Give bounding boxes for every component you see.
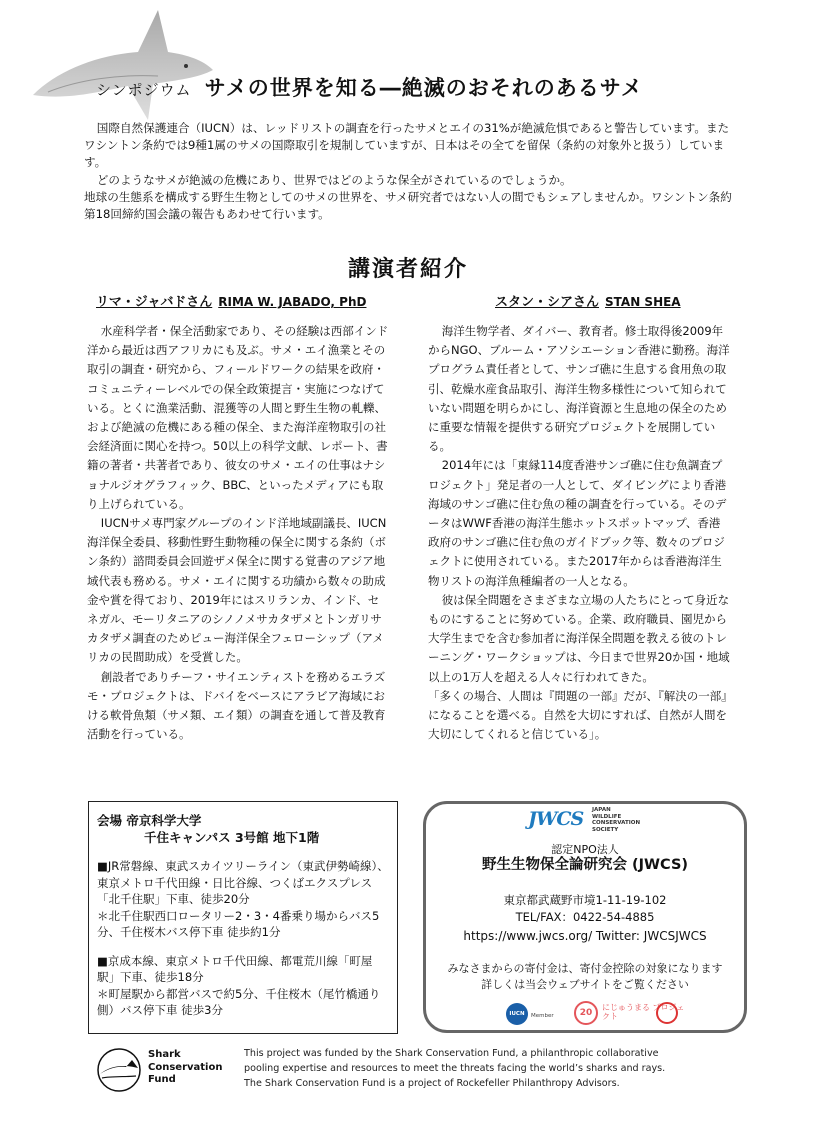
- funding-line: This project was funded by the Shark Conservation Fund, a philanthropic collaborative: [244, 1048, 659, 1059]
- symposium-label: シンポジウム: [96, 81, 192, 99]
- donation-note-detail: 詳しくは当会ウェブサイトをご覧ください: [481, 978, 689, 991]
- speaker1-bio: [87, 322, 389, 744]
- bio-quote: 「多くの場合、人間は『問題の一部』だが、『解決の一部』になることを選べる。自然を大切にすれば、自然が人間を大切にしてくれると信じている」。: [428, 688, 727, 742]
- intro-line: 地球の生態系を構成する野生生物としてのサメの世界を、サメ研究者ではない人の間でもシェアしませんか。ワシントン条約第18回締約国会議の報告もあわせて行います。: [84, 189, 732, 222]
- bio-paragraph: IUCNサメ専門家グループのインド洋地域副議長、IUCN海洋保全委員、移動性野生動物種の保全に関する条約（ボン条約）諮問委員会回遊ザメ保全に関する覚書のアジア地域代表も務める。サメ・エイに関する功績から数々の助成金や賞を得ており、2019年にはスリランカ、インド、セネガル、モーリタニアのシノノメサカタザメとトンガリサカタザメ調査のためピュー海洋保全フェローシップ（アメリカの民間助成）を受賞した。: [87, 516, 387, 665]
- speaker2-name-en: STAN SHEA: [605, 295, 681, 309]
- header: [96, 72, 786, 102]
- intro-line: どのようなサメが絶滅の危機にあり、世界ではどのような保全がされているのでしょうか。: [96, 172, 572, 187]
- org-certified: 認定NPO法人: [551, 843, 619, 856]
- bio-paragraph: 創設者でありチーフ・サイエンティストを務めるエラズモ・プロジェクトは、ドバイをベースにアラビア海域における軟骨魚類（サメ類、エイ類）の調査を通して普及教育活動を行っている。: [87, 669, 386, 742]
- org-tel: TEL/FAX：0422-54-4885: [515, 910, 655, 924]
- partner-badges: [496, 999, 686, 1027]
- venue-access-note: ＊町屋駅から都営バスで約5分、千住桜木（尾竹橋通り側）バス停下車 徒歩3分: [97, 986, 381, 1017]
- organization-box: [423, 801, 747, 1033]
- partner-circle-icon: [656, 1002, 678, 1024]
- bio-paragraph: 水産科学者・保全活動家であり、その経験は西部インド洋から最近は西アフリカにも及ぶ。サメ・エイ漁業とその取引の調査・研究から、フィールドワークの結果を政府・コミュニティーレベルでの保全政策提言・実施につなげている。とくに漁業活動、混獲等の人間と野生生物の軋轢、および絶滅の危機にある種の保全、また海洋産物取引の社会経済面に関心を持つ。50以上の科学文献、レポート、書籍の著者・共著者であり、彼女のサメ・エイの仕事はナショナルジオグラフィック、BBC、といったメディアにも取り上げられている。: [87, 324, 389, 511]
- shark-fund-icon: [92, 1046, 146, 1094]
- venue-access-note: ＊北千住駅西口ロータリー2・3・4番乗り場からバス5分、千住桜木バス停下車 徒歩約1分: [97, 908, 380, 939]
- venue-heading: 会場 帝京科学大学: [97, 813, 202, 828]
- org-address: 東京都武蔵野市境1-11-19-102: [503, 893, 667, 907]
- nijumaru-logo-icon: 20: [574, 1001, 598, 1025]
- donation-note: みなさまからの寄付金は、寄付金控除の対象になります: [447, 962, 723, 975]
- speaker2-name-ja: スタン・シアさん: [495, 295, 600, 310]
- intro-text: [84, 120, 732, 223]
- speaker2-name: [495, 291, 681, 310]
- speaker1-name-ja: リマ・ジャバドさん: [96, 295, 213, 310]
- intro-line: 国際自然保護連合（IUCN）は、レッドリストの調査を行ったサメとエイの31%が絶滅危惧であると警告しています。またワシントン条約では9種1属のサメの国際取引を規制していますが、日本はその全てを留保（条約の対象外と扱う）しています。: [84, 121, 730, 170]
- shark-conservation-fund-logo: [92, 1046, 232, 1094]
- jwcs-logo-text: JAPAN WILDLIFE CONSERVATION SOCIETY: [592, 807, 641, 833]
- nijumaru-label: にじゅうまる プロジェクト: [602, 1003, 685, 1021]
- venue-building: 千住キャンパス 3号館 地下1階: [144, 829, 320, 845]
- funding-statement: [244, 1046, 764, 1091]
- speaker1-name: [96, 291, 366, 310]
- org-name: 野生生物保全論研究会 (JWCS): [481, 857, 689, 873]
- jwcs-logo: [528, 807, 648, 841]
- iucn-member-label: Member: [531, 1013, 554, 1019]
- venue-access: ■京成本線、東京メトロ千代田線、都電荒川線「町屋駅」下車、徒歩18分: [97, 953, 373, 984]
- speakers-heading: 講演者紹介: [347, 257, 468, 282]
- bio-paragraph: 2014年には「東縁114度香港サンゴ礁に住む魚調査プロジェクト」発足者の一人として、ダイビングにより香港海域のサンゴ礁に住む魚の種の調査を行っている。そのデータはWWF香港の海洋生態ホットスポットマップ、香港政府のサンゴ礁に住む魚のガイドブック等、数々のプロジェクトに使用されている。また2017年からは香港海洋生物リストの海洋魚種編者の一人となる。: [428, 458, 727, 588]
- venue-access: ■JR常磐線、東武スカイツリーライン（東武伊勢崎線）、東京メトロ千代田線・日比谷線、つくばエクスプレス「北千住駅」下車、徒歩20分: [97, 859, 389, 906]
- funding-line: The Shark Conservation Fund is a project of Rockefeller Philanthropy Advisors.: [244, 1078, 620, 1089]
- org-website-link[interactable]: https://www.jwcs.org/ Twitter: JWCSJWCS: [463, 929, 707, 943]
- funding-line: pooling expertise and resources to meet the threats facing the world’s sharks and rays.: [244, 1063, 666, 1074]
- speaker2-bio: [428, 322, 730, 744]
- shark-fund-logo-text: Shark Conservation Fund: [148, 1049, 223, 1085]
- jwcs-logo-mark: JWCS: [528, 808, 584, 830]
- page-title: サメの世界を知る―絶滅のおそれのあるサメ: [204, 76, 643, 100]
- bio-paragraph: 海洋生物学者、ダイバー、教育者。修士取得後2009年からNGO、ブルーム・アソシエーション香港に勤務。海洋プログラム責任者として、サンゴ礁に生息する食用魚の取引、乾燥水産食品取引、海洋生物多様性について知られていない問題を明らかにし、海洋資源と生息地の保全のために重要な情報を提供する研究プロジェクトを展開している。: [428, 324, 730, 454]
- iucn-logo-icon: IUCN: [506, 1003, 528, 1025]
- speaker1-name-en: RIMA W. JABADO, PhD: [218, 295, 367, 309]
- bio-paragraph: 彼は保全問題をさまざまな立場の人たちにとって身近なものにすることに努めている。企業、政府職員、園児から大学生までを含む参加者に海洋保全問題を教える彼のトレーニング・ワークショップは、今日まで世界20か国・地域以上の1万人を超える人々に行われてきた。: [428, 592, 730, 684]
- venue-box: [88, 801, 398, 1034]
